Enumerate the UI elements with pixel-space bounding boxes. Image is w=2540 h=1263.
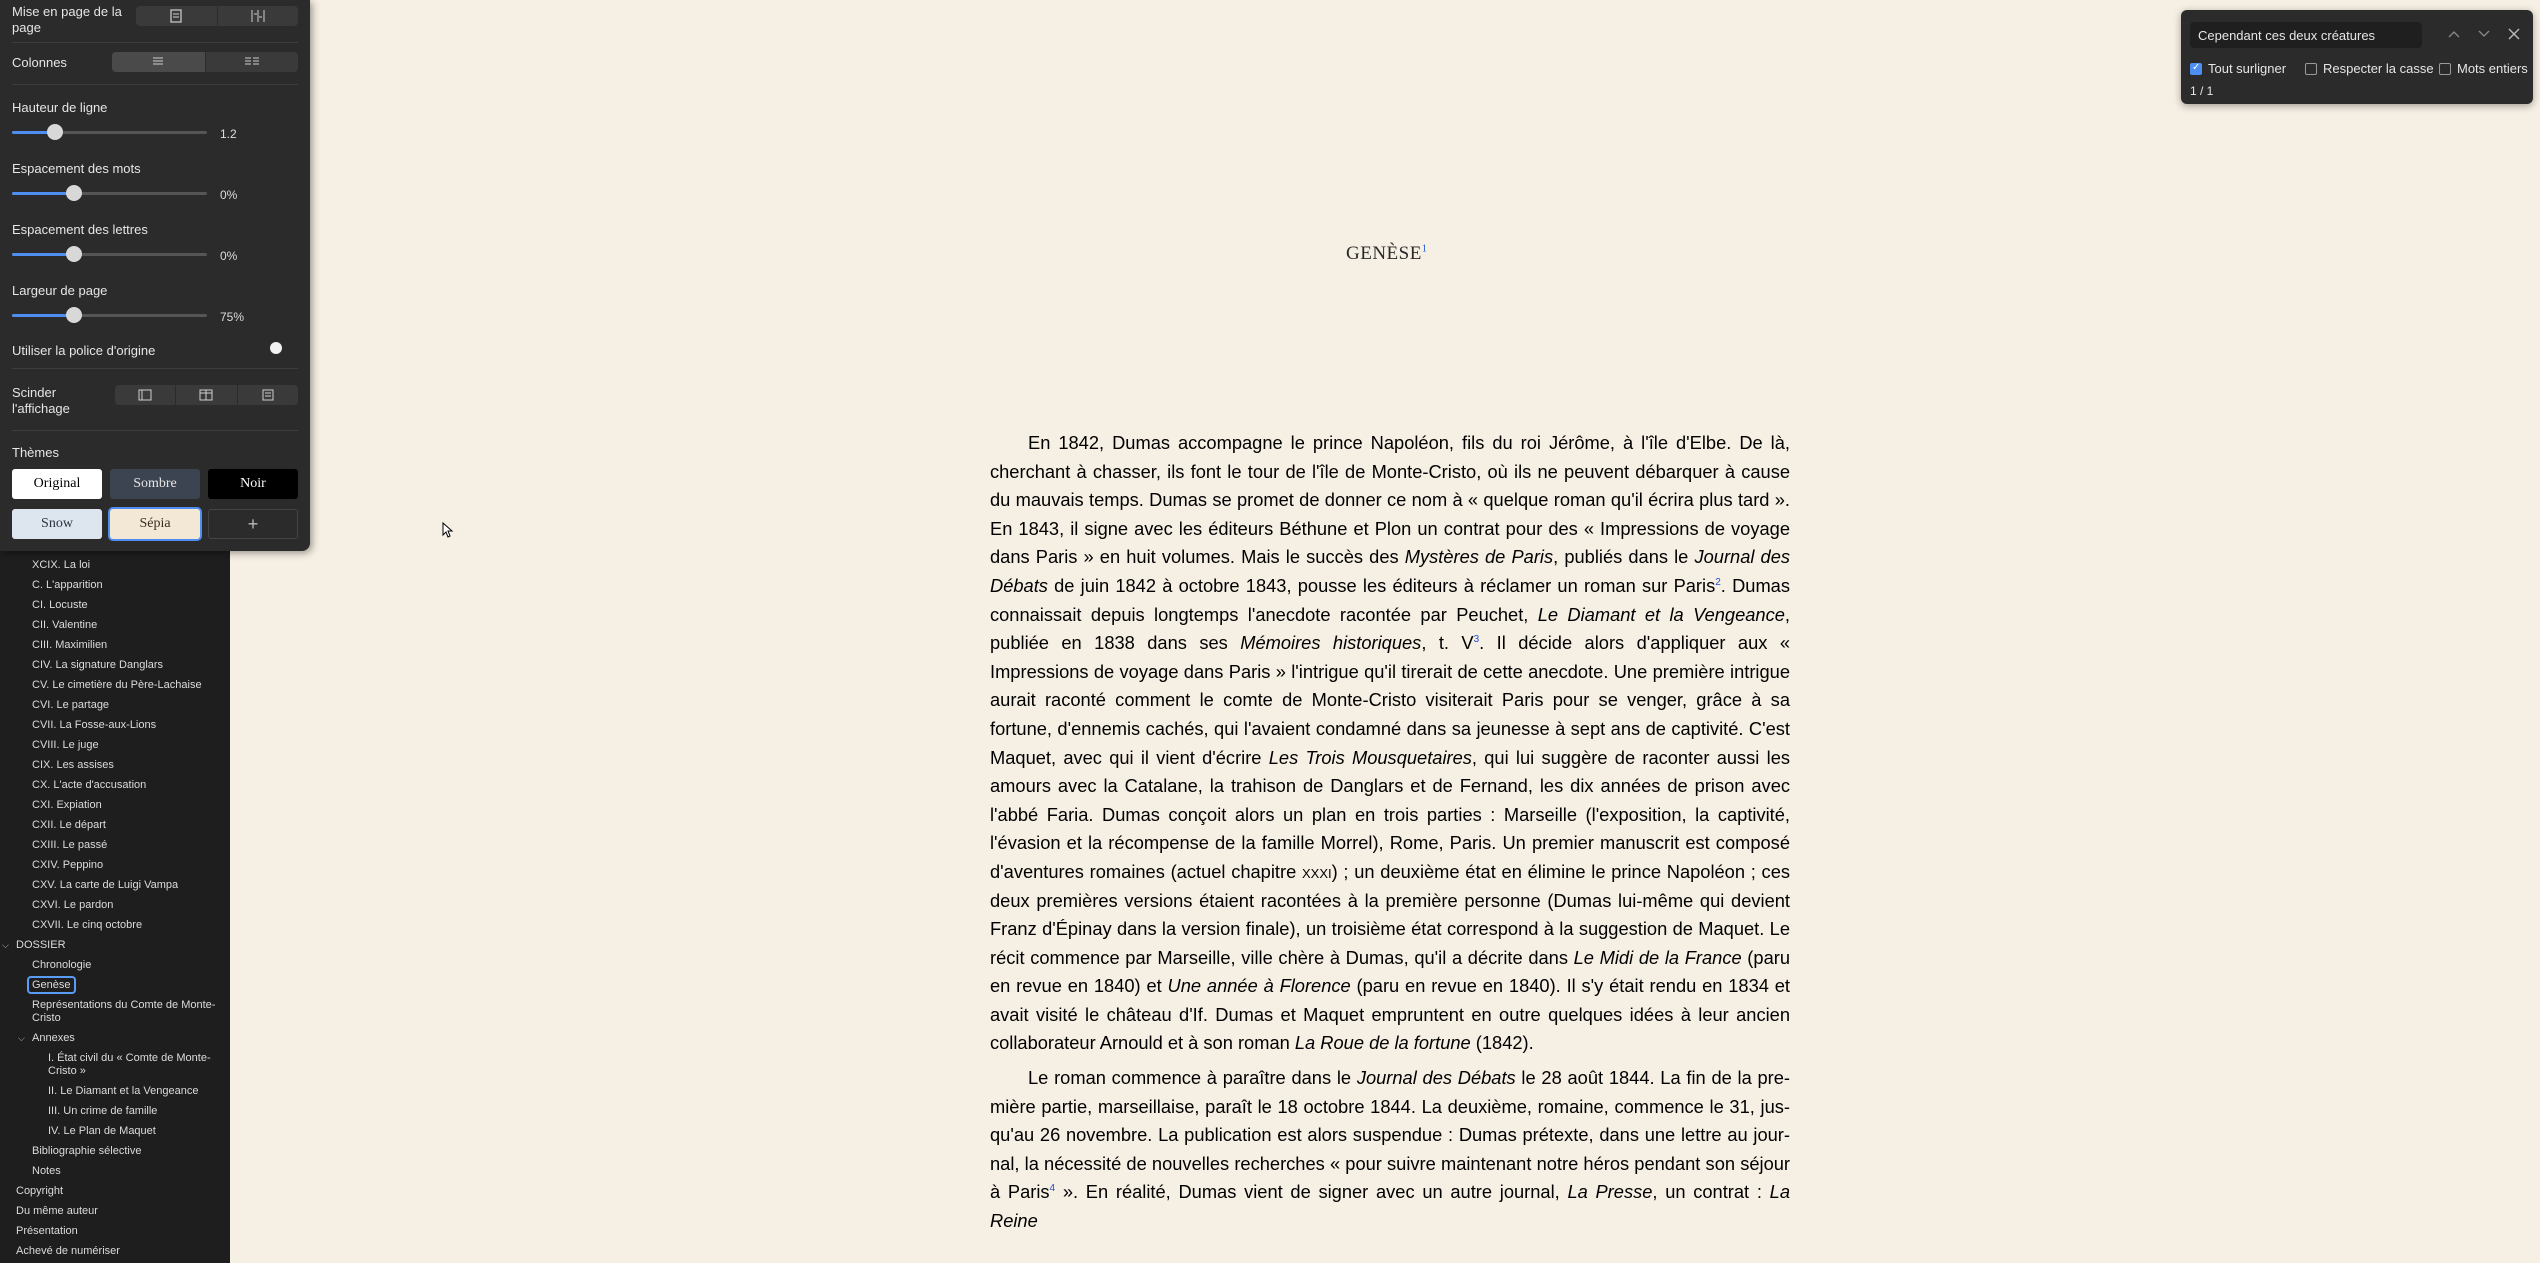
theme-label: Original xyxy=(33,476,81,491)
toc-item-label: CXVI. Le pardon xyxy=(32,899,114,911)
toc-item-label: Présentation xyxy=(16,1225,78,1237)
page-width-label: Largeur de page xyxy=(12,283,108,298)
toc-item-label: CXII. Le départ xyxy=(32,819,106,831)
toc-item-label: CXV. La carte de Luigi Vampa xyxy=(32,879,179,891)
text-run: , t. V xyxy=(1421,632,1474,654)
next-match-button[interactable] xyxy=(2473,23,2495,45)
checkbox-checked[interactable] xyxy=(2190,63,2202,75)
theme-noir-button[interactable] xyxy=(208,469,298,499)
book-icon xyxy=(261,389,275,401)
text-run: (paru en revue en 1840) et xyxy=(990,946,1790,997)
toc-item[interactable] xyxy=(0,736,230,756)
text-run: En 1842, Dumas accompagne le prince Napoléon, fils du roi Jérôme, à l'île d'Elbe. De là, cherchant à chasser, ils font le tour de l'île de Monte-Cristo, où ils ne peuvent débarquer à cause du mauvais temps. Dumas se promet de donner ce nom à « quelque roman qu'il écrira plus tard ». En 1843, il signe avec les éditeurs Béthune et Plon un contrat pour des « Impressions de voyage dans Paris » en huit volumes. Mais le succès des xyxy=(990,432,1790,568)
text-run: ) ; un deuxième état en élimine le prince Napoléon ; ces deux premières versions étaient racontées à la première personne (Dumas lui-même qui devient Franz d'Épinay dans la version finale), un troisième état correspond à la suggestion de Maquet. Le récit commence par Marseille, ville chère à Dumas, qu'il a décrite dans xyxy=(990,860,1790,968)
toc-item[interactable] xyxy=(0,776,230,796)
columns-toggle xyxy=(112,52,298,72)
italic-title: Journal des Débats xyxy=(1356,1067,1516,1088)
chevron-down-icon xyxy=(2478,30,2490,38)
page-layout-scroll-button[interactable] xyxy=(217,6,299,26)
checkbox-label: Mots entiers xyxy=(2457,61,2528,76)
themes-label: Thèmes xyxy=(12,445,59,460)
footnote-link[interactable]: 2 xyxy=(1715,576,1721,588)
chevron-down-icon[interactable]: ⌵ xyxy=(18,1033,25,1043)
toc-item[interactable] xyxy=(0,816,230,836)
toc-item-label: CIX. Les assises xyxy=(32,759,114,771)
page-width-value: 75% xyxy=(220,310,245,324)
toc-item-label: CVI. Le partage xyxy=(32,699,110,711)
divider xyxy=(12,368,298,369)
add-theme-button[interactable] xyxy=(208,509,298,539)
toc-item[interactable] xyxy=(0,716,230,736)
match-case-checkbox[interactable] xyxy=(2305,61,2434,76)
toc-item-label: Achevé de numériser xyxy=(16,1245,120,1257)
search-input[interactable] xyxy=(2190,22,2422,48)
slider-thumb[interactable] xyxy=(47,124,63,140)
split-auto-button[interactable] xyxy=(237,385,298,405)
toc-item-label: CX. L'acte d'accusation xyxy=(32,779,147,791)
italic-title: La Presse xyxy=(1567,1181,1653,1203)
split-view-toggle xyxy=(115,385,298,405)
theme-snow-button[interactable] xyxy=(12,509,102,539)
toc-list xyxy=(0,556,230,1262)
slider-thumb[interactable] xyxy=(66,246,82,262)
columns-single-button[interactable] xyxy=(112,52,205,72)
theme-label: Sépia xyxy=(139,516,171,531)
toc-item-dossier[interactable] xyxy=(0,936,230,956)
line-height-label: Hauteur de ligne xyxy=(12,100,108,115)
toc-item-du-meme-auteur[interactable] xyxy=(0,1202,230,1222)
close-icon xyxy=(2508,28,2520,40)
mouse-cursor-icon xyxy=(442,522,454,538)
theme-sepia-button[interactable] xyxy=(110,509,200,539)
double-column-icon xyxy=(244,57,260,67)
checkbox-label: Respecter la casse xyxy=(2323,61,2434,76)
text-run: . Dumas connaissait depuis longtemps l'anecdote racontée par Peuchet, xyxy=(990,574,1790,625)
italic-title: La Roue de la fortune xyxy=(1294,1032,1471,1054)
checkbox-unchecked[interactable] xyxy=(2439,63,2451,75)
toc-item-label: CI. Locuste xyxy=(32,599,88,611)
text-run: , un contrat : xyxy=(1652,1181,1770,1203)
toc-item-label: Notes xyxy=(32,1165,61,1177)
toc-item-label: CII. Valentine xyxy=(32,619,98,631)
split-double-button[interactable] xyxy=(175,385,236,405)
page-layout-label: Mise en page de la page xyxy=(12,4,122,35)
text-run: , qui lui suggère de raconter aussi les amours avec la Catalane, la trahison de Danglars et de Fernand, les dix années de prison avec l'abbé Faria. Dumas conçoit alors un plan en trois parties : Marseille (l'exposition, la captivité, l'évasion et la récompense de la famille Morrel), Rome, Paris. Un premier manuscrit est composé d'aventures romaines (actuel chapitre xyxy=(990,746,1790,882)
divider xyxy=(12,42,298,43)
text-run: (1842). xyxy=(1470,1032,1534,1054)
letter-spacing-slider[interactable] xyxy=(12,247,207,261)
toc-item-label: Copyright xyxy=(16,1185,64,1197)
page-layout-paginated-button[interactable] xyxy=(136,6,217,26)
toc-item-label: IV. Le Plan de Maquet xyxy=(48,1125,156,1137)
toc-item-label: DOSSIER xyxy=(16,939,66,951)
page-width-slider[interactable] xyxy=(12,308,207,322)
toc-item[interactable] xyxy=(0,596,230,616)
original-font-toggle[interactable] xyxy=(270,342,282,354)
toc-item-label: Bibliographie sélective xyxy=(32,1145,142,1157)
paragraph xyxy=(990,429,1790,1058)
line-height-slider[interactable] xyxy=(12,125,207,139)
letter-spacing-value: 0% xyxy=(220,249,238,263)
plus-icon: + xyxy=(247,513,259,534)
toc-item-bibliographie[interactable] xyxy=(0,1142,230,1162)
checkbox-label: Tout surligner xyxy=(2208,61,2287,76)
previous-match-button[interactable] xyxy=(2443,23,2465,45)
small-caps-run: xxxi xyxy=(1301,860,1332,882)
toc-item[interactable] xyxy=(0,856,230,876)
toc-item[interactable] xyxy=(0,896,230,916)
chapter-title xyxy=(1346,243,1427,265)
toc-item[interactable] xyxy=(0,556,230,576)
toc-item-label: CVII. La Fosse-aux-Lions xyxy=(32,719,157,731)
word-spacing-label: Espacement des mots xyxy=(12,161,141,176)
theme-original-button[interactable] xyxy=(12,469,102,499)
toc-item[interactable] xyxy=(0,576,230,596)
toc-item-chronologie[interactable] xyxy=(0,956,230,976)
toc-item-label: CXIV. Peppino xyxy=(32,859,104,871)
single-column-icon xyxy=(152,57,164,67)
toc-item-label: CIII. Maximilien xyxy=(32,639,108,651)
toc-item-label: XCIX. La loi xyxy=(32,559,91,571)
toc-item[interactable] xyxy=(0,1102,230,1122)
page-icon xyxy=(170,9,182,23)
page-layout-toggle xyxy=(136,6,298,26)
toc-item[interactable] xyxy=(0,1122,230,1142)
toc-item[interactable] xyxy=(0,756,230,776)
toc-item-notes[interactable] xyxy=(0,1162,230,1182)
split-view-label: Scinder l'affichage xyxy=(12,385,70,416)
italic-title: Journal des Débats xyxy=(990,546,1791,596)
toc-item-label: CIV. La signature Danglars xyxy=(32,659,164,671)
toc-item[interactable] xyxy=(0,676,230,696)
toc-item[interactable] xyxy=(0,636,230,656)
toc-item[interactable] xyxy=(0,1082,230,1102)
theme-sombre-button[interactable] xyxy=(110,469,200,499)
toc-item-label: Représentations du Comte de Monte-Cristo xyxy=(32,999,216,1024)
match-count: 1 / 1 xyxy=(2190,84,2214,98)
chapter-title-text: GENÈSE xyxy=(1346,243,1422,264)
columns-label: Colonnes xyxy=(12,55,67,70)
toc-item[interactable] xyxy=(0,616,230,636)
toc-item-copyright[interactable] xyxy=(0,1182,230,1202)
close-find-button[interactable] xyxy=(2503,23,2525,45)
word-spacing-value: 0% xyxy=(220,188,238,202)
split-single-button[interactable] xyxy=(115,385,175,405)
text-run: Le roman commence à paraître dans le xyxy=(1028,1067,1357,1088)
italic-title: Les Trois Mousquetaires xyxy=(1268,746,1472,768)
toc-item-label: CVIII. Le juge xyxy=(32,739,99,751)
toc-item-annexes[interactable] xyxy=(0,1029,230,1049)
single-page-icon xyxy=(138,389,152,401)
toc-item[interactable] xyxy=(0,656,230,676)
columns-double-button[interactable] xyxy=(205,52,299,72)
italic-title: Une année à Florence xyxy=(1167,975,1351,997)
theme-label: Noir xyxy=(240,476,266,491)
text-run: le 28 août 1844. La fin de la première partie, marseillaise, paraît le 18 octobre 1844. La deuxième, romaine, commence le 31, jusqu'au 26 novembre. La publication est alors suspendue : Dumas prétexte, dans une lettre au journal, la nécessité de nouvelles recherches « pour suivre maintenant notre héros pendant son séjour à Paris xyxy=(990,1067,1791,1203)
toc-item-representations[interactable] xyxy=(0,996,230,1029)
divider xyxy=(12,84,298,85)
layout-settings-panel xyxy=(0,0,310,551)
find-bar xyxy=(2181,10,2533,104)
toc-item-label: II. Le Diamant et la Vengeance xyxy=(48,1085,199,1097)
toc-item-presentation[interactable] xyxy=(0,1222,230,1242)
letter-spacing-label: Espacement des lettres xyxy=(12,222,148,237)
checkbox-unchecked[interactable] xyxy=(2305,63,2317,75)
slider-thumb[interactable] xyxy=(66,185,82,201)
two-page-icon xyxy=(199,389,213,401)
toc-item-label: C. L'apparition xyxy=(32,579,103,591)
toc-item-label: CXI. Expiation xyxy=(32,799,102,811)
toc-item[interactable] xyxy=(0,916,230,936)
footnote-link[interactable]: 3 xyxy=(1473,634,1480,646)
slider-thumb[interactable] xyxy=(66,307,82,323)
text-run: ». En réalité, Dumas vient de signer avec un autre journal, xyxy=(1055,1181,1568,1203)
toc-item-label: Chronologie xyxy=(32,959,92,971)
text-run: , publiés dans le xyxy=(1553,546,1695,568)
highlight-all-checkbox[interactable] xyxy=(2190,61,2286,76)
toc-item[interactable] xyxy=(0,836,230,856)
toc-item-label: Genèse xyxy=(27,976,76,994)
theme-label: Snow xyxy=(41,516,73,531)
toc-item-label: CV. Le cimetière du Père-Lachaise xyxy=(32,679,202,691)
italic-title: Le Diamant et la Vengeance xyxy=(1537,603,1785,625)
line-height-value: 1.2 xyxy=(220,127,237,141)
italic-title: Mémoires historiques xyxy=(1240,632,1422,654)
divider xyxy=(12,430,298,431)
text-run: , publiée en 1838 dans ses xyxy=(990,603,1790,654)
toc-item[interactable] xyxy=(0,876,230,896)
italic-title: La Reine xyxy=(990,1181,1790,1231)
toc-item-label: III. Un crime de famille xyxy=(48,1105,158,1117)
toc-item[interactable] xyxy=(0,696,230,716)
text-run: . Il décide alors d'appliquer aux « Impressions de voyage dans Paris » l'intrigue qu'il tirerait de cette anecdote. Une première intrigue aurait raconté comment le comte de Monte-Cristo visiterait Paris pour se venger, grâce à sa fortune, d'ennemis cachés, qui l'avaient condamné dans sa jeunesse à sept ans de captivité. C'est Maquet, avec qui il vient d'écrire xyxy=(990,632,1790,768)
toc-item-label: Du même auteur xyxy=(16,1205,98,1217)
toc-item-label: Annexes xyxy=(32,1032,75,1044)
toc-item[interactable] xyxy=(0,1049,230,1082)
paragraph xyxy=(990,1064,1790,1236)
footnote-link[interactable]: 4 xyxy=(1049,1183,1056,1195)
original-font-label: Utiliser la police d'origine xyxy=(12,343,156,358)
chevron-down-icon[interactable]: ⌵ xyxy=(2,940,9,950)
word-spacing-slider[interactable] xyxy=(12,186,207,200)
whole-words-checkbox[interactable] xyxy=(2439,61,2528,76)
italic-title: Mystères de Paris xyxy=(1404,546,1554,568)
toc-item[interactable] xyxy=(0,796,230,816)
scroll-layout-icon xyxy=(250,9,266,23)
theme-label: Sombre xyxy=(133,476,177,491)
toc-item-genese[interactable] xyxy=(0,976,230,996)
text-run: (paru en revue en 1840). Il s'y était rendu en 1834 et avait visité le château d'If. Dumas et Maquet empruntent en outre quelques idées à leur ancien collaborateur Arnould et à son roman xyxy=(990,975,1791,1054)
italic-title: Le Midi de la France xyxy=(1573,946,1742,968)
toc-item-label: I. État civil du « Comte de Monte-Cristo » xyxy=(48,1052,211,1077)
toc-item-label: CXIII. Le passé xyxy=(32,839,108,851)
toc-item-acheve[interactable] xyxy=(0,1242,230,1262)
chevron-up-icon xyxy=(2448,30,2460,38)
toc-item-label: CXVII. Le cinq octobre xyxy=(32,919,143,931)
text-run: de juin 1842 à octobre 1843, pousse les éditeurs à réclamer un roman sur Paris xyxy=(1047,574,1716,596)
footnote-link[interactable]: 1 xyxy=(1421,243,1428,255)
